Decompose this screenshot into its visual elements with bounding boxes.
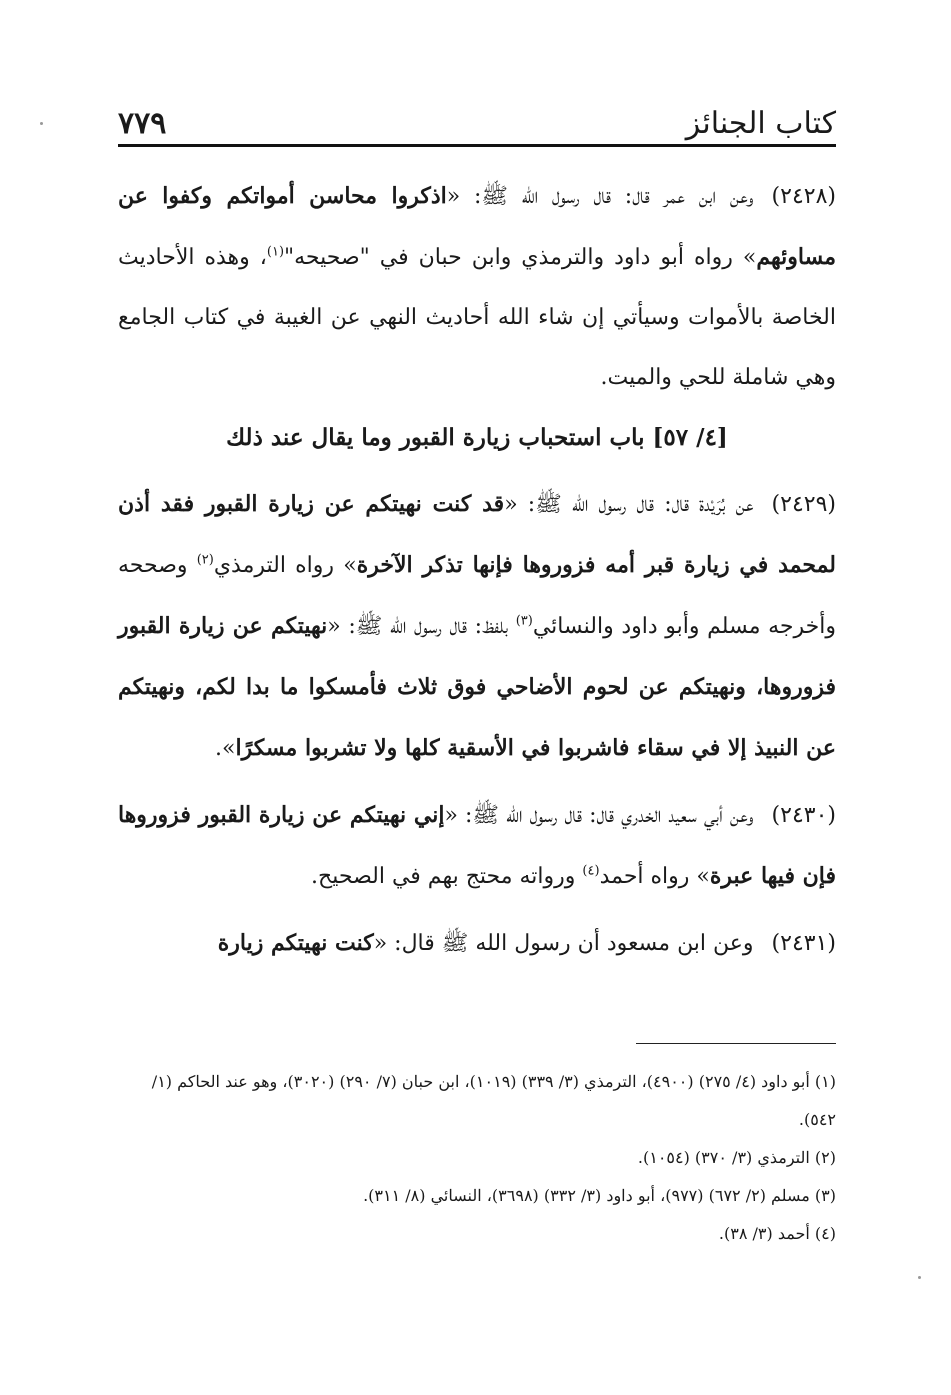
hadith-quote: إني نهيتكم عن زيارة القبور فزوروها فإن فيها عبرة <box>118 802 836 889</box>
footnote-item: (٣) مسلم (٢/ ٦٧٢) (٩٧٧)، أبو داود (٣/ ٣٣٢) (٣٦٩٨)، النسائي (٨/ ٣١١). <box>363 1186 836 1205</box>
hadith-paragraph <box>118 474 836 779</box>
hadith-paragraph <box>118 913 836 974</box>
chapter-heading: [٤/ ٥٧] باب استحباب زيارة القبور وما يقال عند ذلك <box>226 424 728 451</box>
text-segment: ورواته محتج بهم في الصحيح. <box>311 864 583 889</box>
footnote-divider <box>636 1043 836 1044</box>
footnote-ref[interactable]: (٤) <box>582 863 600 879</box>
page-number: ٧٧٩ <box>118 106 167 141</box>
text-segment: وصححه وأخرجه مسلم وأبو داود والنسائي <box>118 553 836 639</box>
text-segment: » رواه أحمد <box>599 864 710 889</box>
text-segment: بلفظ: قال رسول الله ﷺ: « <box>327 614 516 639</box>
page-header <box>118 104 836 144</box>
hadith-number: (٢٤٣١) <box>771 931 836 956</box>
text-segment: ». <box>215 736 236 761</box>
book-page <box>118 0 836 1395</box>
text-segment: وعن ابن عمر قال: قال رسول الله ﷺ: « <box>446 184 754 209</box>
main-text <box>118 166 836 974</box>
hadith-paragraph <box>118 166 836 408</box>
text-segment: » رواه أبو داود والترمذي وابن حبان في "صحيحه" <box>284 245 757 270</box>
hadith-paragraph <box>118 785 836 907</box>
hadith-number: (٢٤٢٩) <box>771 492 836 517</box>
footnote-item: (٢) الترمذي (٣/ ٣٧٠) (١٠٥٤). <box>637 1148 836 1167</box>
footnotes <box>118 1063 836 1253</box>
hadith-quote: كنت نهيتكم زيارة <box>217 930 374 956</box>
footnote-item: (٤) أحمد (٣/ ٣٨). <box>718 1224 836 1243</box>
scan-speck <box>918 1276 921 1279</box>
text-segment: عن بُرَيْدة قال: قال رسول الله ﷺ: « <box>504 492 754 517</box>
scan-speck <box>40 122 43 125</box>
text-segment: ، وهذه الأحاديث الخاصة بالأموات وسيأتي إن شاء الله أحاديث النهي عن الغيبة في كتاب الجامع وهي شاملة للحي والميت. <box>118 245 836 390</box>
book-title: كتاب الجنائز <box>685 106 836 141</box>
header-rule <box>118 144 836 147</box>
footnote-ref[interactable]: (٣) <box>515 613 533 629</box>
hadith-quote: اذكروا محاسن أمواتكم وكفوا عن مساوئهم <box>118 183 836 270</box>
footnote-ref[interactable]: (٢) <box>196 552 214 568</box>
hadith-number: (٢٤٣٠) <box>771 803 836 828</box>
hadith-number: (٢٤٢٨) <box>771 184 836 209</box>
hadith-quote: قد كنت نهيتكم عن زيارة القبور فقد أذن لمحمد في زيارة قبر أمه فزوروها فإنها تذكر الآخرة <box>118 491 837 578</box>
text-segment: وعن أبي سعيد الخدري قال: قال رسول الله ﷺ: « <box>444 803 754 828</box>
text-segment: » رواه الترمذي <box>213 553 357 578</box>
footnote-item: (١) أبو داود (٤/ ٢٧٥) (٤٩٠٠)، الترمذي (٣/ ٣٣٩) (١٠١٩)، ابن حبان (٧/ ٢٩٠) (٣٠٢٠)، وهو عند الحاكم (١/ ٥٤٢). <box>151 1072 836 1129</box>
hadith-quote: نهيتكم عن زيارة القبور فزوروها، ونهيتكم عن لحوم الأضاحي فوق ثلاث فأمسكوا ما بدا لكم، ونهيتكم عن النبيذ إلا في سقاء فاشربوا في الأسقية كلها ولا تشربوا مسكرًا <box>118 613 836 761</box>
footnote-ref[interactable]: (١) <box>266 244 285 260</box>
text-segment: وعن ابن مسعود أن رسول الله ﷺ قال: « <box>373 931 754 956</box>
